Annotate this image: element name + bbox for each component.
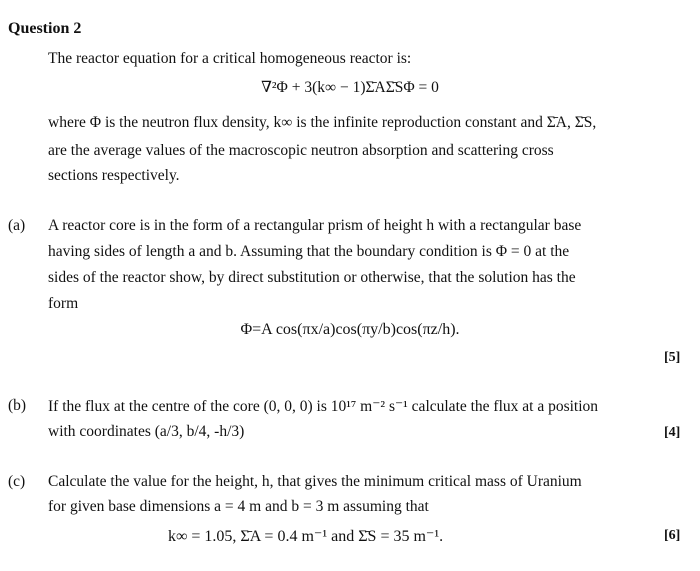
part-a-line-4: form: [48, 295, 79, 312]
part-a-line-2: having sides of length a and b. Assuming that the boundary condition is Φ = 0 at the: [48, 243, 570, 260]
part-c-line-1: Calculate the value for the height, h, that gives the minimum critical mass of Uranium: [48, 473, 582, 490]
part-c-line-2: for given base dimensions a = 4 m and b = 3 m assuming that: [48, 498, 429, 515]
part-b-line-1: If the flux at the centre of the core (0, 0, 0) is 10¹⁷ m⁻² s⁻¹ calculate the flux at a position: [48, 398, 599, 415]
reactor-equation: ∇²Φ + 3(k∞ − 1)Σ̄AΣ̄SΦ = 0: [261, 79, 439, 96]
intro-line-1: The reactor equation for a critical homogeneous reactor is:: [48, 50, 412, 67]
part-a-marks: [5]: [664, 350, 681, 365]
part-b-label: (b): [8, 397, 27, 414]
intro-line-3: are the average values of the macroscopic neutron absorption and scattering cross: [48, 142, 554, 159]
part-b-line-2: with coordinates (a/3, b/4, -h/3): [48, 423, 245, 440]
part-c-formula: k∞ = 1.05, Σ̄A = 0.4 m⁻¹ and Σ̄S = 35 m⁻¹.: [168, 528, 444, 545]
question-title: Question 2: [8, 20, 82, 37]
part-a-label: (a): [8, 217, 26, 234]
part-c-marks: [6]: [664, 528, 681, 543]
part-c-label: (c): [8, 473, 26, 490]
part-b-marks: [4]: [664, 425, 681, 440]
intro-line-2: where Φ is the neutron flux density, k∞ is the infinite reproduction constant and Σ̄A, Σ̄S,: [48, 114, 597, 131]
intro-line-4: sections respectively.: [48, 167, 180, 184]
part-a-line-3: sides of the reactor show, by direct substitution or otherwise, that the solution has the: [48, 269, 576, 286]
part-a-line-1: A reactor core is in the form of a rectangular prism of height h with a rectangular base: [48, 217, 582, 234]
part-a-formula: Φ=A cos(πx/a)cos(πy/b)cos(πz/h).: [240, 321, 460, 338]
